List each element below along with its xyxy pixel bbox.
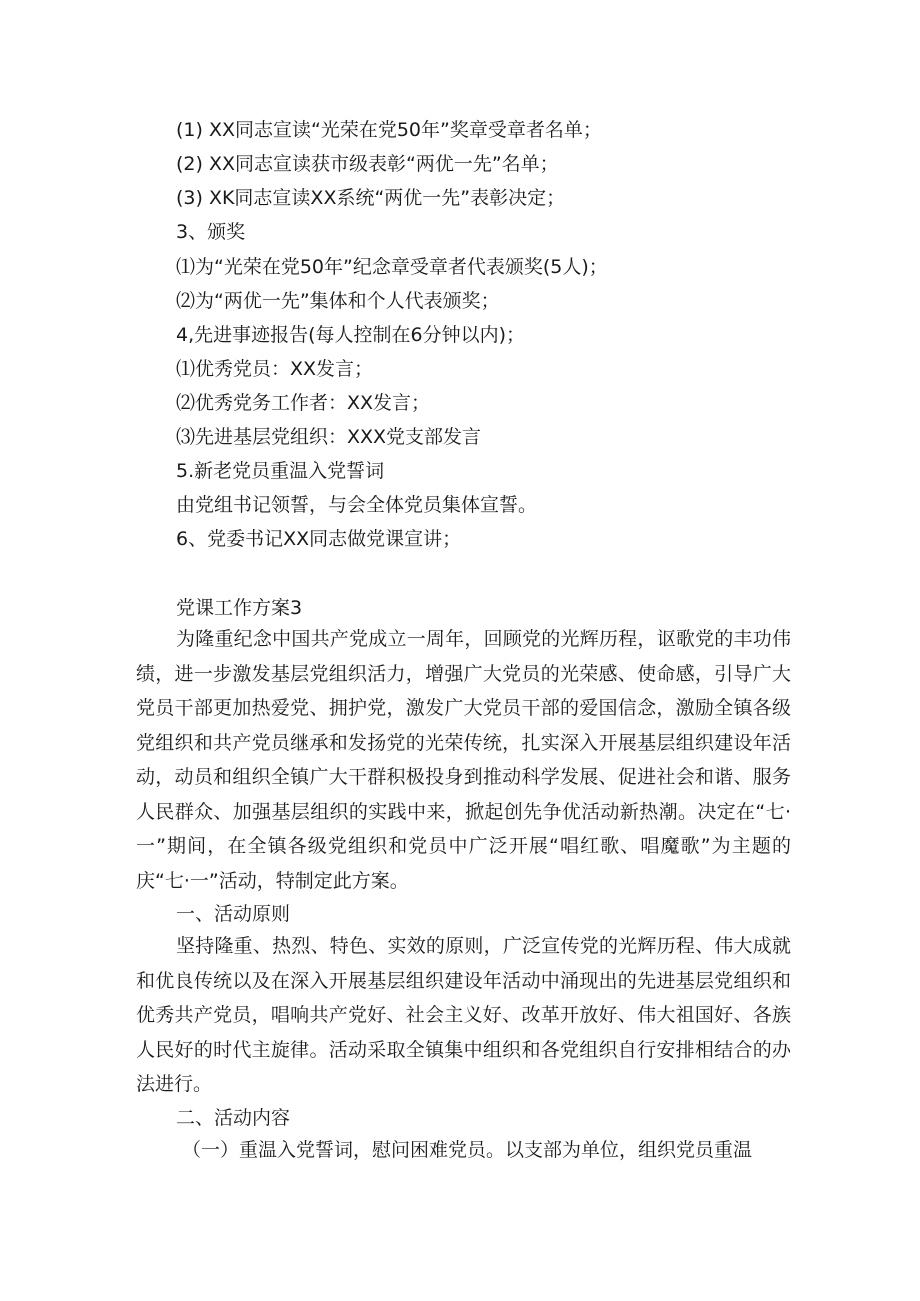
agenda-line-1: (1) XX同志宣读“光荣在党50年”奖章受章者名单； — [176, 119, 602, 141]
agenda-line-4: 3、颁奖 — [176, 221, 246, 243]
agenda-line-10: ⑶先进基层党组织：XXX党支部发言 — [176, 426, 482, 448]
agenda-line-11: 5.新老党员重温入党誓词 — [176, 460, 385, 482]
agenda-line-2: (2) XX同志宣读获市级表彰“两优一先”名单； — [176, 153, 559, 175]
agenda-line-5: ⑴为“光荣在党50年”纪念章受章者代表颁奖(5人)； — [176, 256, 608, 278]
agenda-line-7: 4,先进事迹报告(每人控制在6分钟以内)； — [176, 324, 526, 346]
agenda-line-8: ⑴优秀党员：XX发言； — [176, 358, 374, 380]
content-paragraph: （一）重温入党誓词，慰问困难党员。以支部为单位，组织党员重温 — [182, 1139, 753, 1161]
agenda-line-6: ⑵为“两优一先”集体和个人代表颁奖； — [176, 290, 500, 312]
agenda-line-9: ⑵优秀党务工作者：XX发言； — [176, 392, 431, 414]
agenda-line-13: 6、党委书记XX同志做党课宣讲； — [176, 528, 462, 550]
section-title: 党课工作方案3 — [176, 597, 303, 619]
heading-content: 二、活动内容 — [176, 1107, 291, 1129]
agenda-line-12: 由党组书记领誓，与会全体党员集体宣誓。 — [176, 494, 538, 516]
intro-paragraph: 为隆重纪念中国共产党成立一周年，回顾党的光辉历程，讴歌党的丰功伟绩，进一步激发基层党组织活力，增强广大党员的光荣感、使命感，引导广大党员干部更加热爱党、拥护党，激发广大党员干部的爱国信念，激励全镇各级党组织和共产党员继承和发扬党的光荣传统，扎实深入开展基层组织建设年活动，动员和组织全镇广大干群积极投身到推动科学发展、促进社会和谐、服务人民群众、加强基层组织的实践中来，掀起创先争优活动新热潮。决定在“七·一”期间，在全镇各级党组织和党员中广泛开展“唱红歌、唱魔歌”为主题的庆“七·一”活动，特制定此方案。 — [136, 628, 791, 892]
principle-paragraph: 坚持隆重、热烈、特色、实效的原则，广泛宣传党的光辉历程、伟大成就和优良传统以及在深入开展基层组织建设年活动中涌现出的先进基层党组织和优秀共产党员，唱响共产党好、社会主义好、改革开放好、伟大祖国好、各族人民好的时代主旋律。活动采取全镇集中组织和各党组织自行安排相结合的办法进行。 — [136, 935, 791, 1095]
heading-principle: 一、活动原则 — [176, 903, 291, 925]
agenda-line-3: (3) XK同志宣读XX系统“两优一先”表彰决定； — [176, 187, 566, 209]
